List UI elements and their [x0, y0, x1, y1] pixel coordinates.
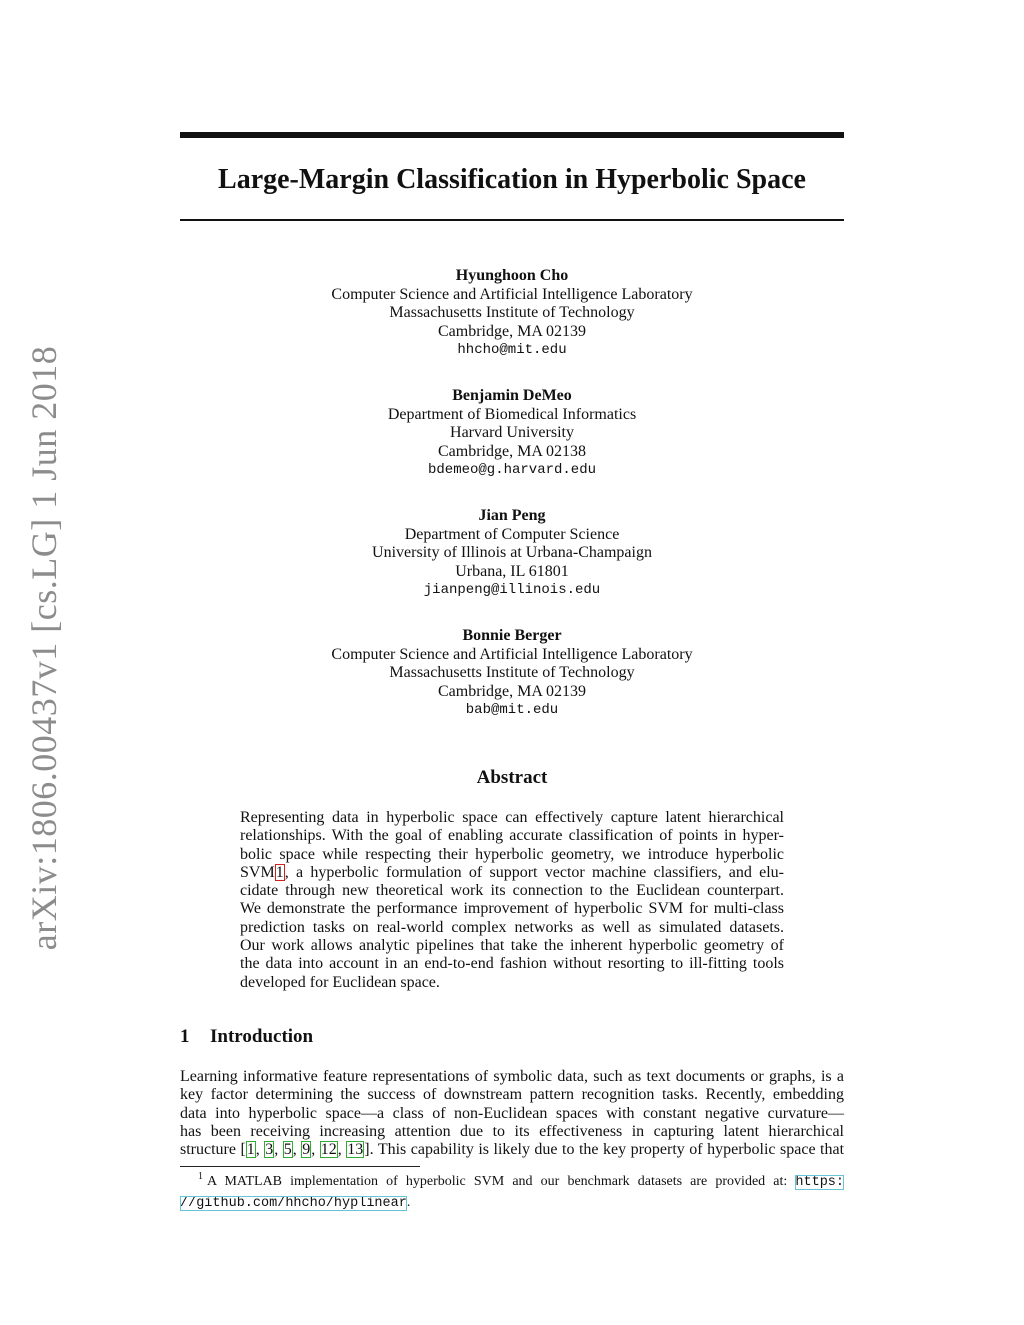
abstract-text: SVM — [240, 863, 275, 881]
author-name: Benjamin DeMeo — [452, 387, 572, 404]
footnote-line — [180, 1193, 844, 1214]
intro-line: data into hyperbolic space—a class of non-Euclidean spaces with constant negative curvature— — [180, 1104, 844, 1122]
author-block-4 — [180, 627, 844, 720]
section-title: Introduction — [210, 1026, 314, 1047]
abstract-line: bolic space while respecting their hyperbolic geometry, we introduce hyperbolic — [240, 845, 784, 863]
author-institution: Massachusetts Institute of Technology — [389, 664, 635, 681]
abstract-line: the data into account in an end-to-end fashion without resorting to ill-fitting tools — [240, 955, 784, 973]
arxiv-identifier-stamp: arXiv:1806.00437v1 [cs.LG] 1 Jun 2018 — [24, 345, 64, 951]
author-location: Cambridge, MA 02139 — [438, 682, 586, 700]
author-institution: University of Illinois at Urbana-Champaign — [372, 544, 652, 561]
author-institution: Harvard University — [450, 424, 574, 441]
intro-text: ]. This capability is likely due to the key property of hyperbolic space that — [364, 1141, 845, 1159]
author-institution: Massachusetts Institute of Technology — [389, 304, 635, 321]
author-email[interactable]: bdemeo@g.harvard.edu — [427, 462, 597, 478]
citation-link[interactable]: 1 — [246, 1141, 255, 1159]
abstract-line: developed for Euclidean space. — [240, 973, 440, 991]
intro-line: has been receiving increasing attention due to its effectiveness in capturing latent hierarchical — [180, 1122, 844, 1140]
intro-line: Learning informative feature representations of symbolic data, such as text documents or graphs, is a — [180, 1068, 844, 1085]
citation-link[interactable]: 3 — [265, 1141, 274, 1159]
author-block-3 — [180, 507, 844, 600]
author-location: Cambridge, MA 02138 — [438, 442, 586, 460]
intro-line: key factor determining the success of downstream pattern recognition tasks. Recently, embedding — [180, 1086, 844, 1104]
author-location: Urbana, IL 61801 — [455, 562, 569, 580]
author-affiliation: Computer Science and Artificial Intelligence Laboratory — [331, 645, 693, 663]
abstract-line: relationships. With the goal of enabling accurate classification of points in hyper- — [240, 827, 784, 845]
author-email[interactable]: hhcho@mit.edu — [457, 342, 567, 358]
author-name: Jian Peng — [478, 507, 546, 524]
abstract-line: cidate through new theoretical work its connection to the Euclidean counterpart. — [240, 882, 784, 900]
footnote-end: . — [406, 1195, 411, 1210]
author-name: Bonnie Berger — [462, 627, 562, 644]
intro-line-with-citations: structure [1, 3, 5, 9, 12, 13]. This capability is likely due to the key property of hyperbolic space that — [180, 1141, 845, 1159]
abstract-line: We demonstrate the performance improvement of hyperbolic SVM for multi-class — [240, 900, 784, 918]
footnote-url-link[interactable]: https: — [795, 1175, 844, 1190]
abstract-line: prediction tasks on real-world complex networks as well as simulated datasets. — [240, 918, 784, 936]
footnote-text: A MATLAB implementation of hyperbolic SVM and our benchmark datasets are provided at: — [207, 1174, 788, 1189]
citation-link[interactable]: 13 — [347, 1141, 364, 1159]
citation-link[interactable]: 12 — [320, 1141, 337, 1159]
author-block-2 — [180, 387, 844, 480]
author-email[interactable]: jianpeng@illinois.edu — [423, 582, 601, 598]
author-affiliation: Department of Computer Science — [404, 525, 620, 543]
title-bottom-rule — [180, 219, 844, 221]
paper-title: Large-Margin Classification in Hyperbolic Space — [218, 164, 806, 195]
abstract-line: Our work allows analytic pipelines that take the inherent hyperbolic geometry of — [240, 937, 784, 955]
abstract-line: Representing data in hyperbolic space can effectively capture latent hierarchical — [240, 809, 784, 826]
citation-link[interactable]: 9 — [302, 1141, 311, 1159]
abstract-heading: Abstract — [476, 767, 548, 788]
author-email[interactable]: bab@mit.edu — [465, 702, 559, 718]
abstract-body — [240, 809, 784, 992]
section-heading-introduction — [180, 1024, 844, 1050]
author-block-1 — [180, 267, 844, 360]
footnote-marker: 1 — [198, 1171, 203, 1182]
author-location: Cambridge, MA 02139 — [438, 322, 586, 340]
citation-link[interactable]: 5 — [283, 1141, 292, 1159]
footnote-line — [180, 1172, 844, 1193]
introduction-body — [180, 1068, 844, 1159]
abstract-line-with-footnote — [240, 864, 784, 882]
section-number: 1 — [180, 1026, 190, 1047]
author-name: Hyunghoon Cho — [455, 267, 569, 284]
footnote-link[interactable]: 1 — [275, 863, 284, 881]
footnote-rule — [180, 1166, 420, 1167]
footnote-url-link[interactable]: //github.com/hhcho/hyplinear — [180, 1196, 407, 1211]
author-affiliation: Computer Science and Artificial Intelligence Laboratory — [331, 285, 693, 303]
abstract-text: , a hyperbolic formulation of support vector machine classifiers, and elu- — [284, 863, 784, 881]
author-affiliation: Department of Biomedical Informatics — [387, 405, 637, 423]
footnote — [180, 1172, 844, 1214]
intro-text: structure [ — [180, 1141, 246, 1159]
title-top-rule — [180, 132, 844, 138]
